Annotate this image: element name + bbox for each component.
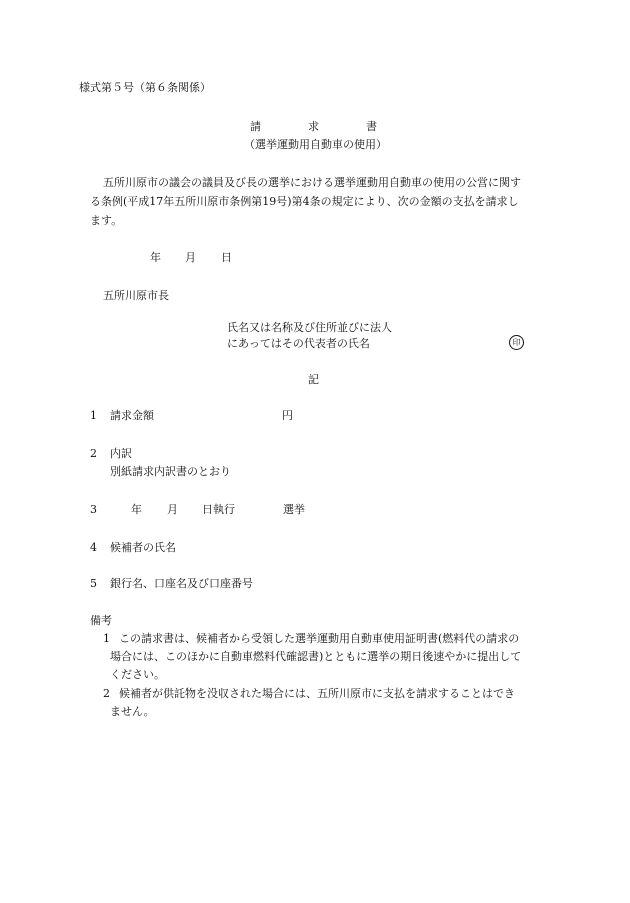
item2-detail: 別紙請求内訳書のとおり <box>110 465 231 478</box>
item4-number: 4 <box>90 541 97 554</box>
item2-number: 2 <box>90 447 97 460</box>
item2-label: 内訳 <box>110 447 132 460</box>
note1-line-2: 場合には、このほかに自動車燃料代確認書)とともに選挙の期日後速やかに提出して <box>110 650 522 663</box>
item3-year: 年 <box>131 503 142 516</box>
claimant-line-2: にあってはその代表者の氏名 <box>227 337 370 350</box>
claimant-line-1: 氏名又は名称及び住所並びに法人 <box>227 321 392 334</box>
title-subtitle: （選挙運動用自動車の使用） <box>244 138 387 151</box>
item3-month: 月 <box>167 503 178 516</box>
form-number: 様式第５号（第６条関係） <box>79 81 211 94</box>
item3-election: 選挙 <box>283 503 305 516</box>
note1-line-3: ください。 <box>110 668 165 681</box>
title-char-2: 求 <box>308 120 319 133</box>
note2-line-1: 候補者が供託物を没収された場合には、五所川原市に支払を請求することはでき <box>119 687 515 700</box>
remarks-heading: 備考 <box>90 614 112 627</box>
date-month: 月 <box>185 251 196 264</box>
seal-mark: 印 <box>509 335 524 350</box>
item3-number: 3 <box>90 503 97 516</box>
body-line-1: 五所川原市の議会の議員及び長の選挙における選挙運動用自動車の使用の公営に関す <box>103 176 521 189</box>
date-year: 年 <box>150 251 161 264</box>
ki-label: 記 <box>308 373 319 386</box>
title-char-3: 書 <box>366 120 377 133</box>
date-day: 日 <box>221 251 232 264</box>
note2-line-2: ません。 <box>110 705 155 718</box>
title-char-1: 請 <box>250 120 261 133</box>
item4-label: 候補者の氏名 <box>110 541 176 554</box>
item1-number: 1 <box>90 409 97 422</box>
addressee: 五所川原市長 <box>103 289 169 302</box>
item3-day-exec: 日執行 <box>202 503 235 516</box>
note2-number: 2 <box>103 687 110 700</box>
body-line-3: ます。 <box>90 214 123 227</box>
item5-label: 銀行名、口座名及び口座番号 <box>110 577 253 590</box>
item1-unit: 円 <box>282 409 293 422</box>
note1-number: 1 <box>103 632 110 645</box>
item1-label: 請求金額 <box>110 409 154 422</box>
note1-line-1: この請求書は、候補者から受領した選挙運動用自動車使用証明書(燃料代の請求の <box>119 632 520 645</box>
body-line-2: る条例(平成17年五所川原市条例第19号)第4条の規定により、次の金額の支払を請求し <box>90 195 519 208</box>
item5-number: 5 <box>90 577 97 590</box>
